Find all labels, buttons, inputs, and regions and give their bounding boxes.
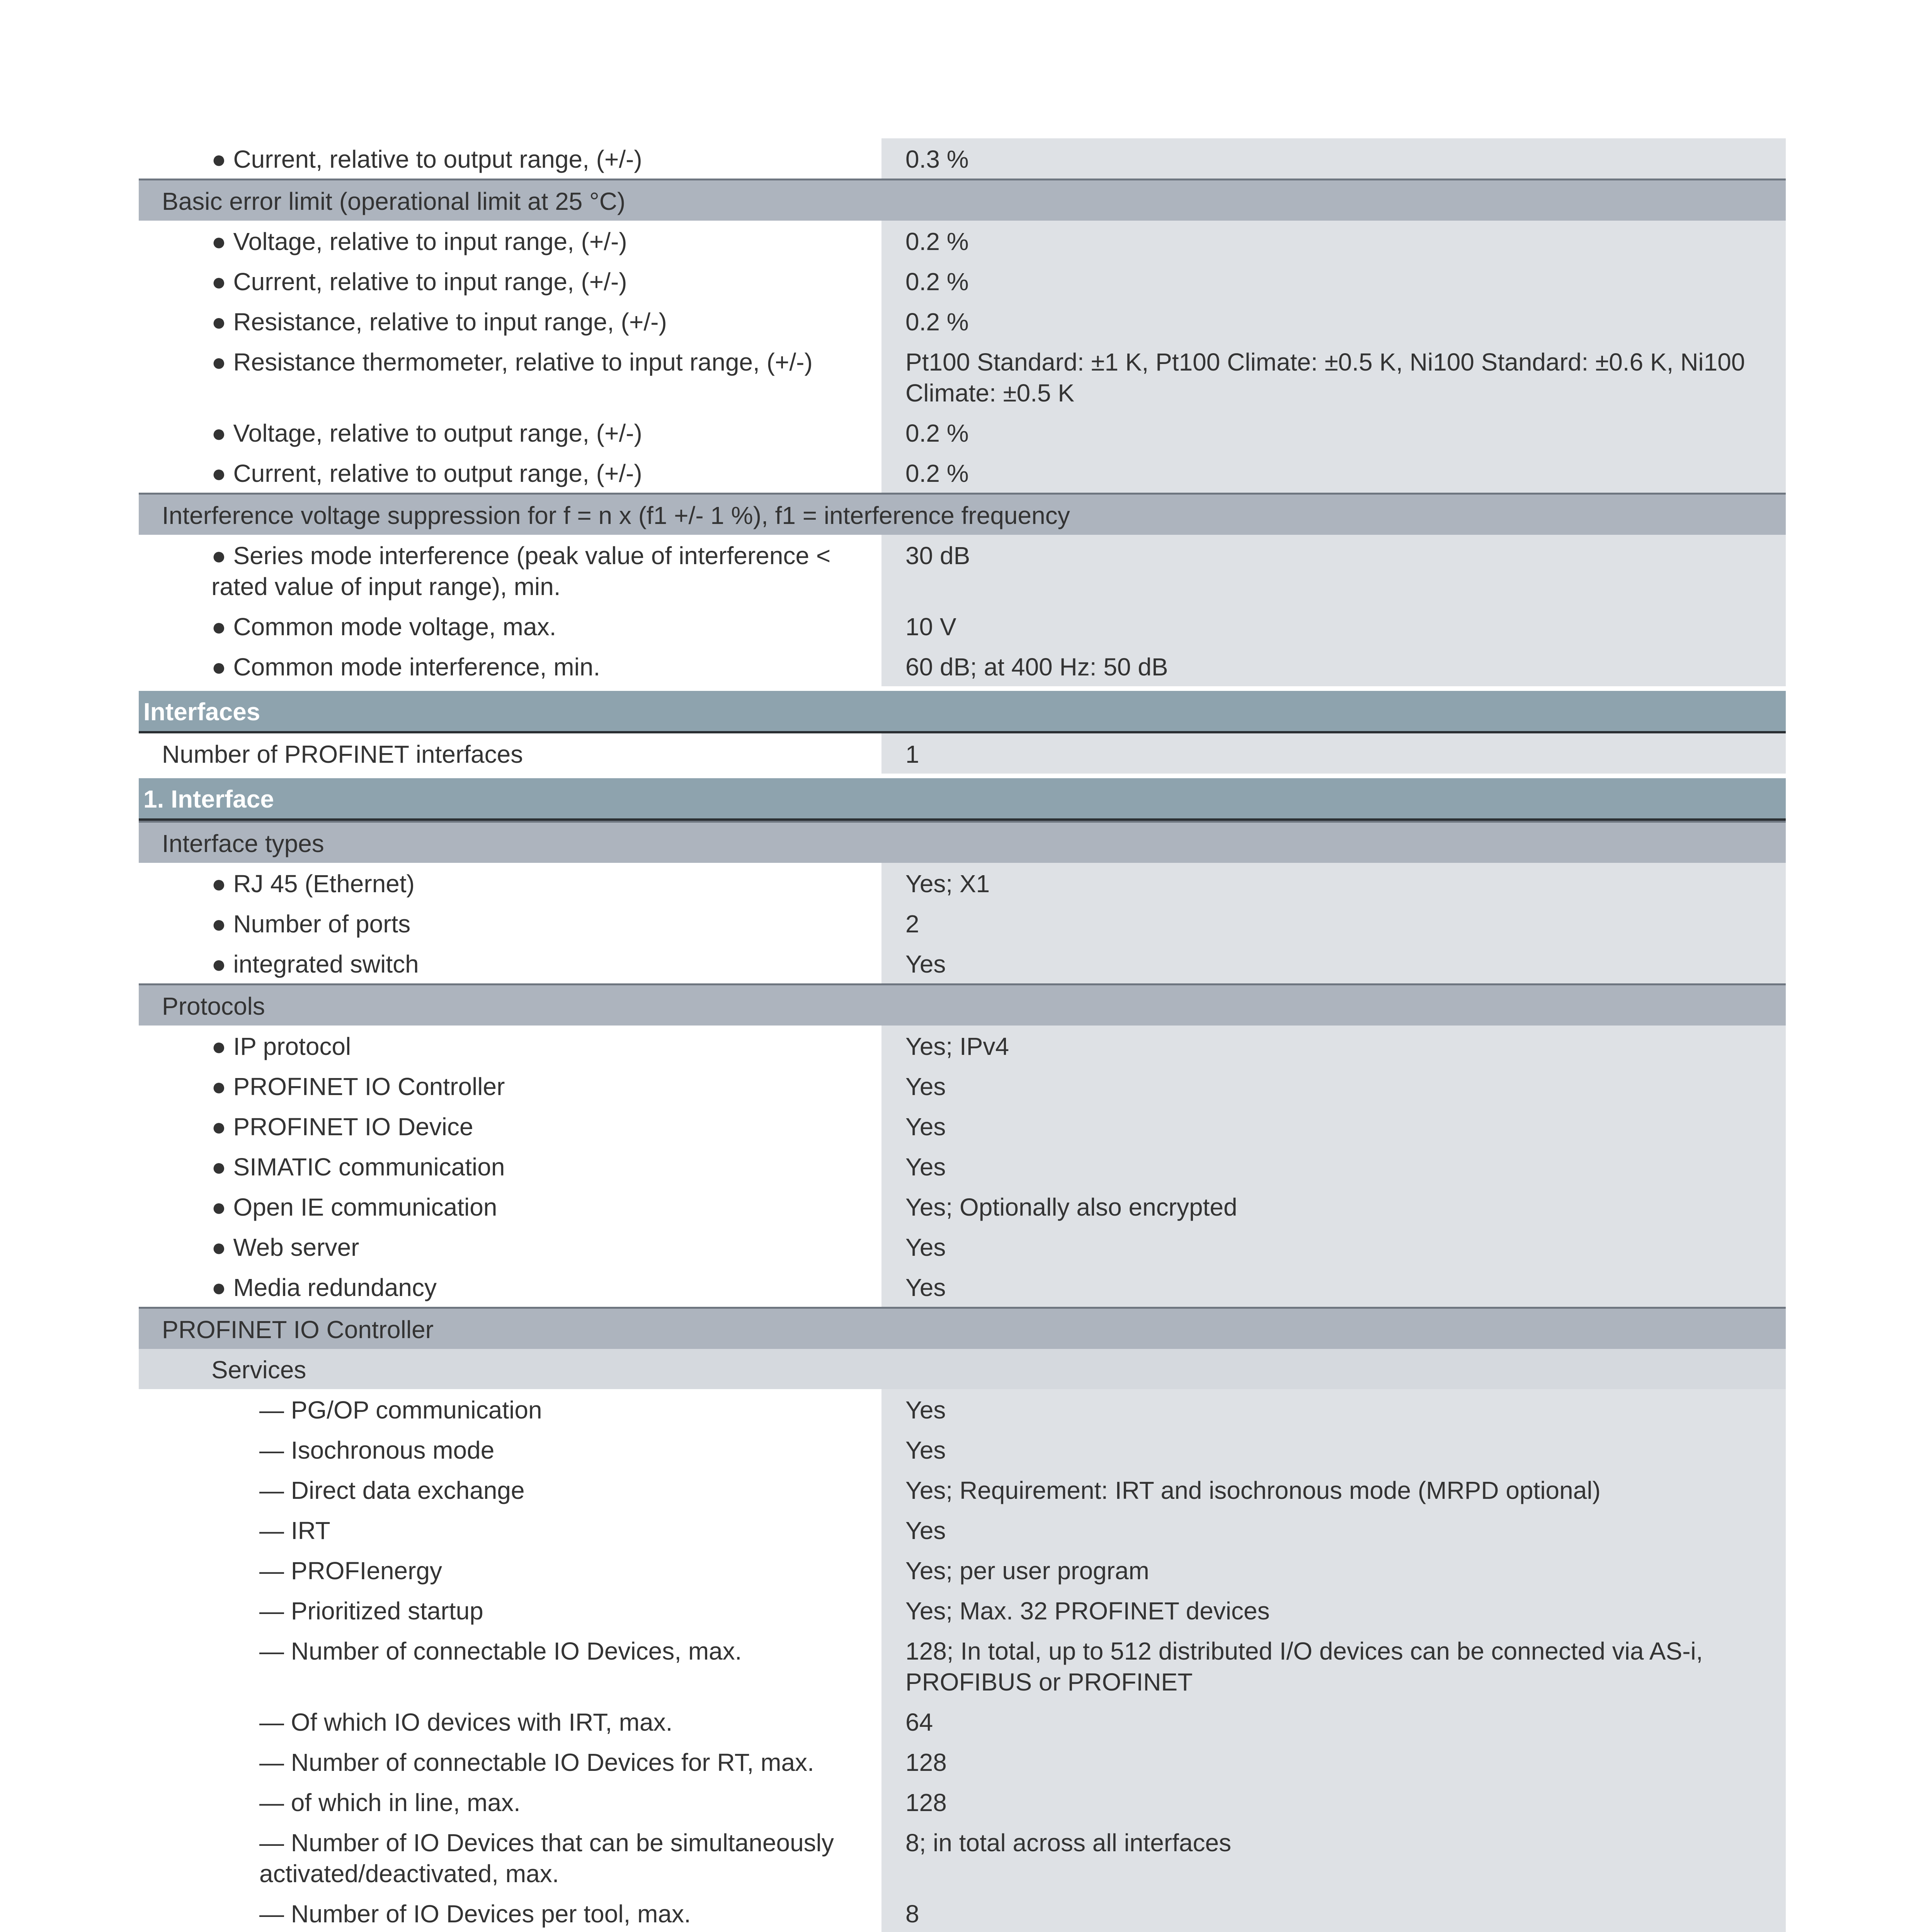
spec-value: 2	[881, 903, 1786, 943]
spec-label: — Number of IO Devices per tool, max.	[139, 1893, 877, 1932]
spec-value: Yes	[881, 1389, 1786, 1429]
spec-value: Yes; X1	[881, 863, 1786, 903]
spec-row	[139, 1389, 1786, 1429]
spec-label: ● Voltage, relative to input range, (+/-)	[139, 221, 877, 261]
spec-value: 0.2 %	[881, 261, 1786, 301]
spec-label: ● Voltage, relative to output range, (+/-)	[139, 412, 877, 452]
spec-value: Yes; per user program	[881, 1550, 1786, 1590]
spec-value: 0.2 %	[881, 221, 1786, 261]
spec-row	[139, 1590, 1786, 1630]
spec-value: 8	[881, 1893, 1786, 1932]
section-header: 1. Interface	[139, 778, 1786, 821]
spec-value: 10 V	[881, 606, 1786, 646]
spec-row	[139, 1550, 1786, 1590]
spec-label: ● Open IE communication	[139, 1186, 877, 1226]
subgroup-header: Services	[139, 1349, 1786, 1389]
spec-label: ● Common mode voltage, max.	[139, 606, 877, 646]
spec-row	[139, 535, 1786, 606]
spec-row	[139, 1469, 1786, 1510]
spec-value: Pt100 Standard: ±1 K, Pt100 Climate: ±0.5 K, Ni100 Standard: ±0.6 K, Ni100 Climate: ±0.5 K	[881, 341, 1786, 412]
spec-row	[139, 138, 1786, 179]
spec-label: ● Current, relative to output range, (+/-)	[139, 452, 877, 493]
spec-label: ● Web server	[139, 1226, 877, 1267]
section-header: Interfaces	[139, 691, 1786, 733]
group-header: Interface types	[139, 821, 1786, 863]
spec-row	[139, 943, 1786, 983]
spec-row	[139, 261, 1786, 301]
spec-row	[139, 341, 1786, 412]
group-header: Interference voltage suppression for f = n x (f1 +/- 1 %), f1 = interference frequency	[139, 493, 1786, 535]
spec-row	[139, 863, 1786, 903]
spec-row	[139, 1822, 1786, 1893]
spec-value: Yes	[881, 1106, 1786, 1146]
spec-label: — Prioritized startup	[139, 1590, 877, 1630]
group-header: PROFINET IO Controller	[139, 1307, 1786, 1349]
spec-row	[139, 1701, 1786, 1742]
spec-label: — Of which IO devices with IRT, max.	[139, 1701, 877, 1742]
spec-label: — Direct data exchange	[139, 1469, 877, 1510]
spec-row	[139, 1630, 1786, 1701]
spec-value: Yes	[881, 1429, 1786, 1469]
spec-value: Yes; Optionally also encrypted	[881, 1186, 1786, 1226]
spec-row	[139, 452, 1786, 493]
spec-label: ● PROFINET IO Device	[139, 1106, 877, 1146]
spec-label: — PROFIenergy	[139, 1550, 877, 1590]
spec-row	[139, 1026, 1786, 1066]
spec-row	[139, 606, 1786, 646]
spec-label: ● Current, relative to output range, (+/-)	[139, 138, 877, 179]
spec-label: — Number of IO Devices that can be simultaneously activated/deactivated, max.	[139, 1822, 877, 1893]
spec-label: ● SIMATIC communication	[139, 1146, 877, 1186]
spec-value: Yes; Requirement: IRT and isochronous mode (MRPD optional)	[881, 1469, 1786, 1510]
spec-value: 128; In total, up to 512 distributed I/O devices can be connected via AS-i, PROFIBUS or PROFINET	[881, 1630, 1786, 1701]
spec-value: 30 dB	[881, 535, 1786, 606]
spec-value: 1	[881, 733, 1786, 774]
spec-row	[139, 733, 1786, 774]
spec-row	[139, 412, 1786, 452]
spec-row	[139, 301, 1786, 341]
spec-row	[139, 1893, 1786, 1932]
spec-value: 128	[881, 1742, 1786, 1782]
spec-label: ● PROFINET IO Controller	[139, 1066, 877, 1106]
spec-label: ● RJ 45 (Ethernet)	[139, 863, 877, 903]
spec-row	[139, 1106, 1786, 1146]
spec-label: ● Current, relative to input range, (+/-)	[139, 261, 877, 301]
spec-value: Yes	[881, 1226, 1786, 1267]
spec-row	[139, 1742, 1786, 1782]
spec-value: Yes; Max. 32 PROFINET devices	[881, 1590, 1786, 1630]
spec-label: — Number of connectable IO Devices, max.	[139, 1630, 877, 1701]
spec-value: 0.2 %	[881, 412, 1786, 452]
spec-label: Number of PROFINET interfaces	[139, 733, 877, 774]
spec-row	[139, 1226, 1786, 1267]
spec-row	[139, 1066, 1786, 1106]
spec-label: — Number of connectable IO Devices for RT, max.	[139, 1742, 877, 1782]
spec-value: 64	[881, 1701, 1786, 1742]
spec-row	[139, 1429, 1786, 1469]
spec-value: Yes	[881, 1510, 1786, 1550]
spec-row	[139, 1146, 1786, 1186]
spec-value: 0.2 %	[881, 452, 1786, 493]
spec-value: 60 dB; at 400 Hz: 50 dB	[881, 646, 1786, 686]
group-header: Basic error limit (operational limit at 25 °C)	[139, 179, 1786, 221]
spec-row	[139, 1510, 1786, 1550]
spec-label: ● Number of ports	[139, 903, 877, 943]
spec-value: 0.3 %	[881, 138, 1786, 179]
spec-value: 128	[881, 1782, 1786, 1822]
spec-label: — IRT	[139, 1510, 877, 1550]
spec-value: Yes	[881, 943, 1786, 983]
spec-label: ● integrated switch	[139, 943, 877, 983]
spec-label: — of which in line, max.	[139, 1782, 877, 1822]
spec-label: ● Series mode interference (peak value of interference < rated value of input range), min.	[139, 535, 877, 606]
spec-row	[139, 646, 1786, 686]
spec-row	[139, 1782, 1786, 1822]
spec-row	[139, 1267, 1786, 1307]
spec-label: ● Common mode interference, min.	[139, 646, 877, 686]
spec-label: ● Resistance thermometer, relative to input range, (+/-)	[139, 341, 877, 412]
spec-label: — Isochronous mode	[139, 1429, 877, 1469]
spec-row	[139, 903, 1786, 943]
spec-value: Yes	[881, 1267, 1786, 1307]
spec-table	[139, 138, 1786, 1932]
spec-label: ● IP protocol	[139, 1026, 877, 1066]
spec-value: Yes; IPv4	[881, 1026, 1786, 1066]
group-header: Protocols	[139, 983, 1786, 1026]
spec-label: — PG/OP communication	[139, 1389, 877, 1429]
spec-label: ● Resistance, relative to input range, (+/-)	[139, 301, 877, 341]
spec-value: 8; in total across all interfaces	[881, 1822, 1786, 1893]
spec-label: ● Media redundancy	[139, 1267, 877, 1307]
spec-value: 0.2 %	[881, 301, 1786, 341]
spec-row	[139, 1186, 1786, 1226]
spec-value: Yes	[881, 1066, 1786, 1106]
spec-row	[139, 221, 1786, 261]
spec-value: Yes	[881, 1146, 1786, 1186]
